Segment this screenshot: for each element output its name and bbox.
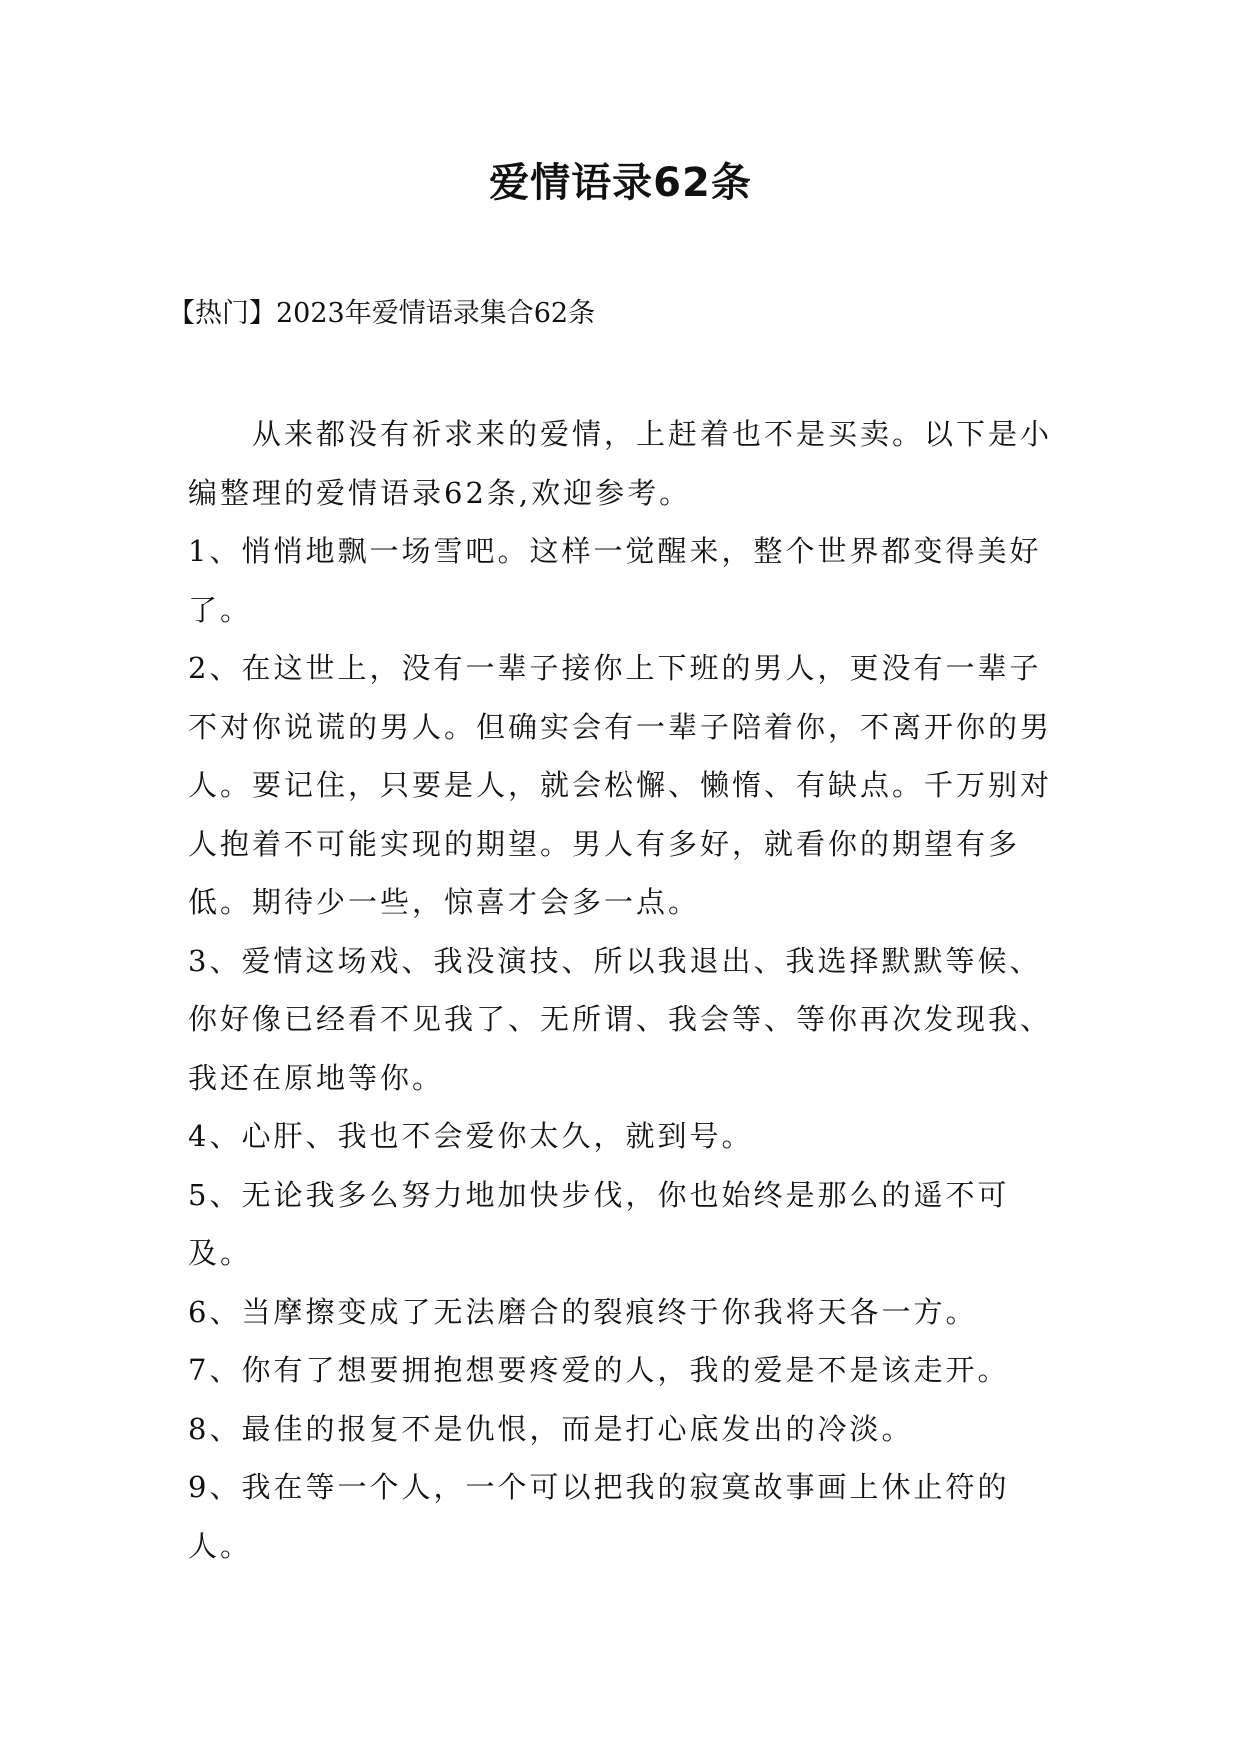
document-subtitle: 【热门】2023年爱情语录集合62条 — [168, 298, 596, 329]
list-item: 5、无论我多么努力地加快步伐，你也始终是那么的遥不可及。 — [188, 1177, 1010, 1270]
list-item: 3、爱情这场戏、我没演技、所以我退出、我选择默默等候、你好像已经看不见我了、无所谓、我会等、等你再次发现我、我还在原地等你。 — [188, 943, 1053, 1095]
document-title: 爱情语录62条 — [489, 160, 752, 206]
list-item: 2、在这世上，没有一辈子接你上下班的男人，更没有一辈子不对你说谎的男人。但确实会有一辈子陪着你，不离开你的男人。要记住，只要是人，就会松懈、懒惰、有缺点。千万别对人抱着不可能实现的期望。男人有多好，就看你的期望有多低。期待少一些，惊喜才会多一点。 — [188, 651, 1053, 919]
list-item: 4、心肝、我也不会爱你太久，就到号。 — [188, 1119, 754, 1153]
list-item: 7、你有了想要拥抱想要疼爱的人，我的爱是不是该走开。 — [188, 1353, 1010, 1387]
list-item: 8、最佳的报复不是仇恨，而是打心底发出的冷淡。 — [188, 1411, 914, 1446]
list-item: 1、悄悄地飘一场雪吧。这样一觉醒来，整个世界都变得美好了。 — [188, 534, 1042, 627]
list-item: 9、我在等一个人，一个可以把我的寂寞故事画上休止符的人。 — [188, 1470, 1010, 1563]
intro-paragraph: 从来都没有祈求来的爱情，上赶着也不是买卖。以下是小编整理的爱情语录62条,欢迎参考。 — [188, 417, 1053, 510]
list-item: 6、当摩擦变成了无法磨合的裂痕终于你我将天各一方。 — [188, 1294, 978, 1329]
document-body — [188, 405, 1058, 1575]
